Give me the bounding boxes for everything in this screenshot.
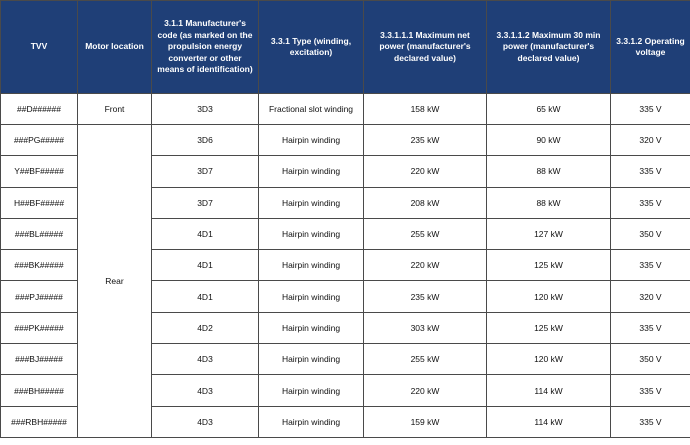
- cell-code: 4D2: [152, 312, 259, 343]
- header-type: 3.3.1 Type (winding, excitation): [259, 1, 364, 94]
- table-row: [1, 125, 690, 156]
- cell-voltage: 350 V: [611, 344, 690, 375]
- cell-tvv: ##D######: [1, 94, 78, 125]
- cell-voltage: 335 V: [611, 375, 690, 406]
- cell-voltage: 335 V: [611, 94, 690, 125]
- cell-net-power: 303 kW: [364, 312, 487, 343]
- cell-tvv: ###PJ#####: [1, 281, 78, 312]
- cell-net-power: 208 kW: [364, 187, 487, 218]
- cell-code: 4D3: [152, 406, 259, 437]
- cell-net-power: 255 kW: [364, 344, 487, 375]
- cell-code: 3D3: [152, 94, 259, 125]
- cell-30min-power: 120 kW: [487, 344, 611, 375]
- cell-location-rear: Rear: [78, 125, 152, 438]
- cell-net-power: 158 kW: [364, 94, 487, 125]
- cell-type: Fractional slot winding: [259, 94, 364, 125]
- cell-code: 3D6: [152, 125, 259, 156]
- cell-30min-power: 114 kW: [487, 375, 611, 406]
- cell-30min-power: 65 kW: [487, 94, 611, 125]
- cell-voltage: 320 V: [611, 281, 690, 312]
- cell-type: Hairpin winding: [259, 187, 364, 218]
- cell-30min-power: 125 kW: [487, 250, 611, 281]
- cell-type: Hairpin winding: [259, 312, 364, 343]
- cell-code: 4D1: [152, 250, 259, 281]
- cell-type: Hairpin winding: [259, 125, 364, 156]
- cell-code: 3D7: [152, 156, 259, 187]
- cell-tvv: Y##BF#####: [1, 156, 78, 187]
- cell-tvv: ###BL#####: [1, 218, 78, 249]
- cell-code: 3D7: [152, 187, 259, 218]
- cell-net-power: 159 kW: [364, 406, 487, 437]
- cell-30min-power: 114 kW: [487, 406, 611, 437]
- cell-net-power: 220 kW: [364, 250, 487, 281]
- cell-voltage: 335 V: [611, 406, 690, 437]
- cell-30min-power: 120 kW: [487, 281, 611, 312]
- cell-tvv: ###PG#####: [1, 125, 78, 156]
- cell-voltage: 350 V: [611, 218, 690, 249]
- cell-voltage: 320 V: [611, 125, 690, 156]
- cell-30min-power: 127 kW: [487, 218, 611, 249]
- cell-30min-power: 90 kW: [487, 125, 611, 156]
- cell-voltage: 335 V: [611, 156, 690, 187]
- header-tvv: TVV: [1, 1, 78, 94]
- cell-30min-power: 88 kW: [487, 187, 611, 218]
- cell-net-power: 255 kW: [364, 218, 487, 249]
- cell-30min-power: 125 kW: [487, 312, 611, 343]
- cell-type: Hairpin winding: [259, 218, 364, 249]
- cell-tvv: H##BF#####: [1, 187, 78, 218]
- cell-type: Hairpin winding: [259, 281, 364, 312]
- header-max-30min-power: 3.3.1.1.2 Maximum 30 min power (manufacturer's declared value): [487, 1, 611, 94]
- cell-tvv: ###RBH#####: [1, 406, 78, 437]
- cell-net-power: 235 kW: [364, 125, 487, 156]
- cell-code: 4D3: [152, 375, 259, 406]
- cell-type: Hairpin winding: [259, 156, 364, 187]
- cell-tvv: ###PK#####: [1, 312, 78, 343]
- header-motor-location: Motor location: [78, 1, 152, 94]
- cell-net-power: 220 kW: [364, 375, 487, 406]
- cell-code: 4D3: [152, 344, 259, 375]
- cell-tvv: ###BJ#####: [1, 344, 78, 375]
- cell-voltage: 335 V: [611, 312, 690, 343]
- table-row: [1, 94, 690, 125]
- cell-code: 4D1: [152, 281, 259, 312]
- cell-voltage: 335 V: [611, 250, 690, 281]
- cell-type: Hairpin winding: [259, 406, 364, 437]
- cell-voltage: 335 V: [611, 187, 690, 218]
- cell-30min-power: 88 kW: [487, 156, 611, 187]
- cell-type: Hairpin winding: [259, 250, 364, 281]
- cell-type: Hairpin winding: [259, 375, 364, 406]
- cell-type: Hairpin winding: [259, 344, 364, 375]
- header-operating-voltage: 3.3.1.2 Operating voltage: [611, 1, 690, 94]
- cell-tvv: ###BK#####: [1, 250, 78, 281]
- cell-tvv: ###BH#####: [1, 375, 78, 406]
- cell-net-power: 235 kW: [364, 281, 487, 312]
- cell-code: 4D1: [152, 218, 259, 249]
- cell-location-front: Front: [78, 94, 152, 125]
- header-row: [1, 1, 690, 94]
- header-manufacturer-code: 3.1.1 Manufacturer's code (as marked on the propulsion energy converter or other means of identification): [152, 1, 259, 94]
- cell-net-power: 220 kW: [364, 156, 487, 187]
- header-max-net-power: 3.3.1.1.1 Maximum net power (manufacturer's declared value): [364, 1, 487, 94]
